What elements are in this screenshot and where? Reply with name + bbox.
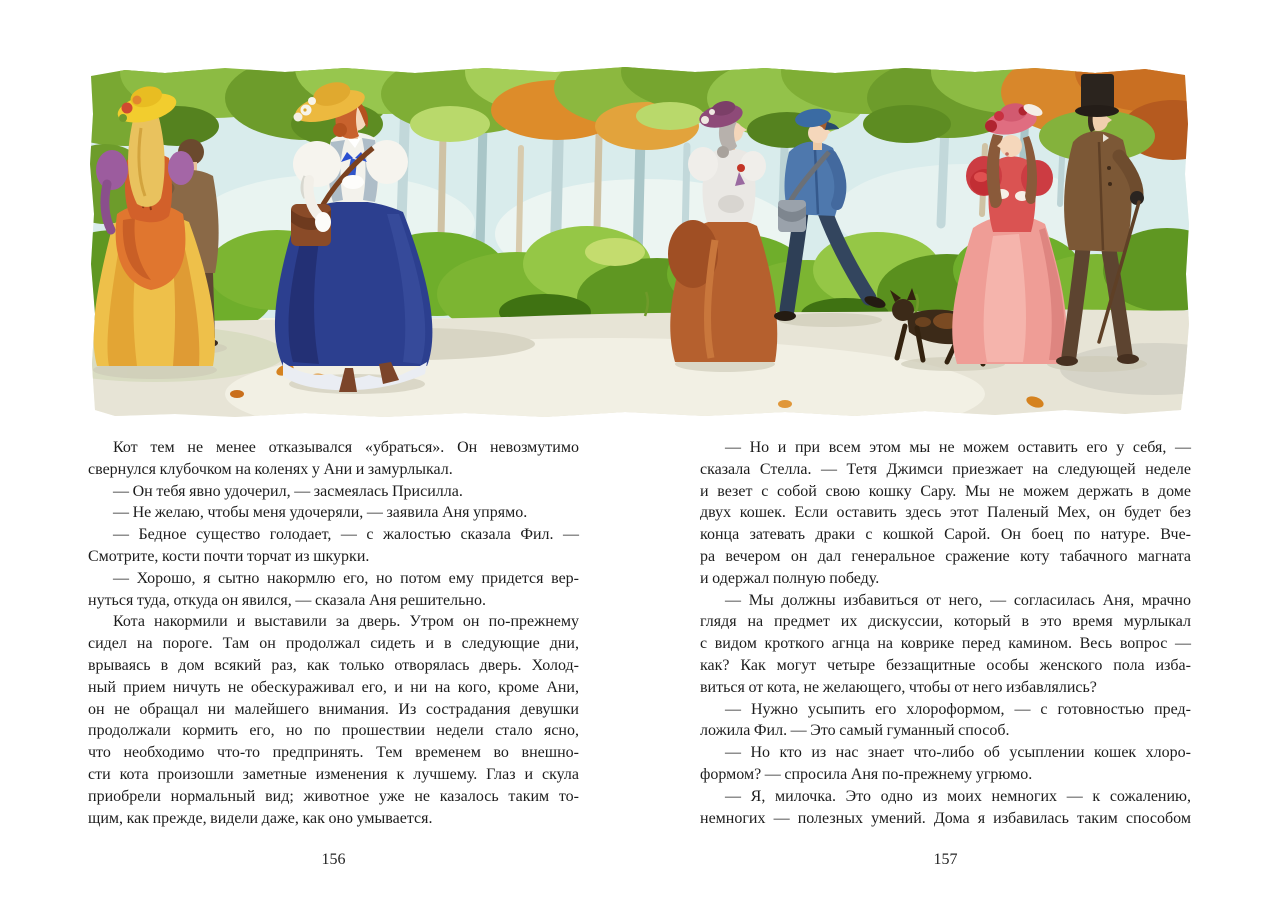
text-line: — Но кто из нас знает что-либо об усыплении кошек хлоро-: [725, 744, 1191, 762]
text-line: — Он тебя явно удочерил, — засмеялась Присилла.: [113, 482, 463, 500]
page-left-text: [88, 437, 579, 829]
text-line: конца затевать драки с кошкой Сарой. Он боец по натуре. Вче-: [700, 526, 1191, 544]
text-line: он не обращал ни малейшего внимания. Из сострадания девушки: [88, 700, 579, 718]
text-line: — Не желаю, чтобы меня удочеряли, — заявила Аня упрямо.: [113, 504, 528, 522]
text-line: Кота накормили и выставили за дверь. Утром он по-прежнему: [113, 613, 579, 631]
text-line: что необходимо что-то предпринять. Тем временем во внешно-: [88, 744, 579, 762]
page-number-left: 156: [321, 851, 346, 868]
text-line: с видом кроткого агнца на коврике перед камином. Весь вопрос —: [700, 635, 1191, 653]
text-line: ложила Фил. — Это самый гуманный способ.: [700, 722, 1010, 740]
text-line: как? Как могут четыре беззащитные особы женского пола изба-: [700, 656, 1191, 674]
text-line: нуться туда, откуда он явился, — сказала Аня решительно.: [88, 591, 486, 609]
text-line: виться от кота, не желающего, чтобы от него избавлялись?: [700, 678, 1097, 696]
text-line: врываясь в дом всякий раз, как только отворялась дверь. Холод-: [88, 656, 579, 674]
text-line: сти кота произошли заметные изменения к лучшему. Глаз и скула: [88, 765, 579, 783]
text-line: приобрели нормальный вид; животное уже не казалось таким то-: [88, 787, 579, 805]
text-line: — Хорошо, я сытно накормлю его, но потом ему придется вер-: [113, 569, 579, 587]
book-illustration: [85, 64, 1192, 420]
text-line: — Но и при всем этом мы не можем оставить его у себя, —: [725, 439, 1191, 456]
text-line: немногих — полезных умений. Дома я избавилась таким способом: [700, 809, 1191, 827]
text-line: продолжали кормить его, но по прошествии недели стало ясно,: [88, 722, 579, 740]
text-line: сказала Стелла. — Тетя Джимси приезжает на следующей неделе: [700, 460, 1191, 478]
text-line: формом? — спросила Аня по-прежнему угрюмо.: [700, 765, 1033, 783]
text-line: и одержал полную победу.: [700, 569, 880, 587]
text-line: ный прием ничуть не обескураживал его, и ни на кого, кроме Ани,: [88, 678, 579, 696]
text-line: двух кошек. Если оставить здесь этот Паленый Мех, он будет без: [700, 504, 1191, 522]
text-line: — Нужно усыпить его хлороформом, — с готовностью пред-: [725, 700, 1191, 718]
text-line: свернулся клубочком на коленях у Ани и замурлыкал.: [88, 460, 453, 478]
text-line: ра вечером он дал генеральное сражение коту табачного магната: [700, 547, 1191, 565]
text-line: — Мы должны избавиться от него, — согласилась Аня, мрачно: [725, 591, 1191, 609]
text-line: и везет с собой свою кошку Сару. Мы не можем держать в доме: [700, 482, 1191, 500]
text-line: щим, как прежде, видели даже, как оно умывается.: [88, 809, 433, 827]
text-line: Кот тем не менее отказывался «убраться». Он невозмутимо: [113, 439, 579, 456]
text-line: Смотрите, кости почти торчат из шкурки.: [88, 547, 370, 565]
text-line: глядя на предмет их дискуссии, который в это время мурлыкал: [700, 613, 1191, 631]
text-line: — Я, милочка. Это одно из моих немногих — к сожалению,: [725, 787, 1191, 805]
text-line: сидел на пороге. Там он продолжал сидеть и в следующие дни,: [88, 635, 579, 653]
page-number-right: 157: [933, 851, 958, 868]
text-line: — Бедное существо голодает, — с жалостью сказала Фил. —: [113, 526, 579, 544]
page-right-text: [700, 437, 1191, 829]
